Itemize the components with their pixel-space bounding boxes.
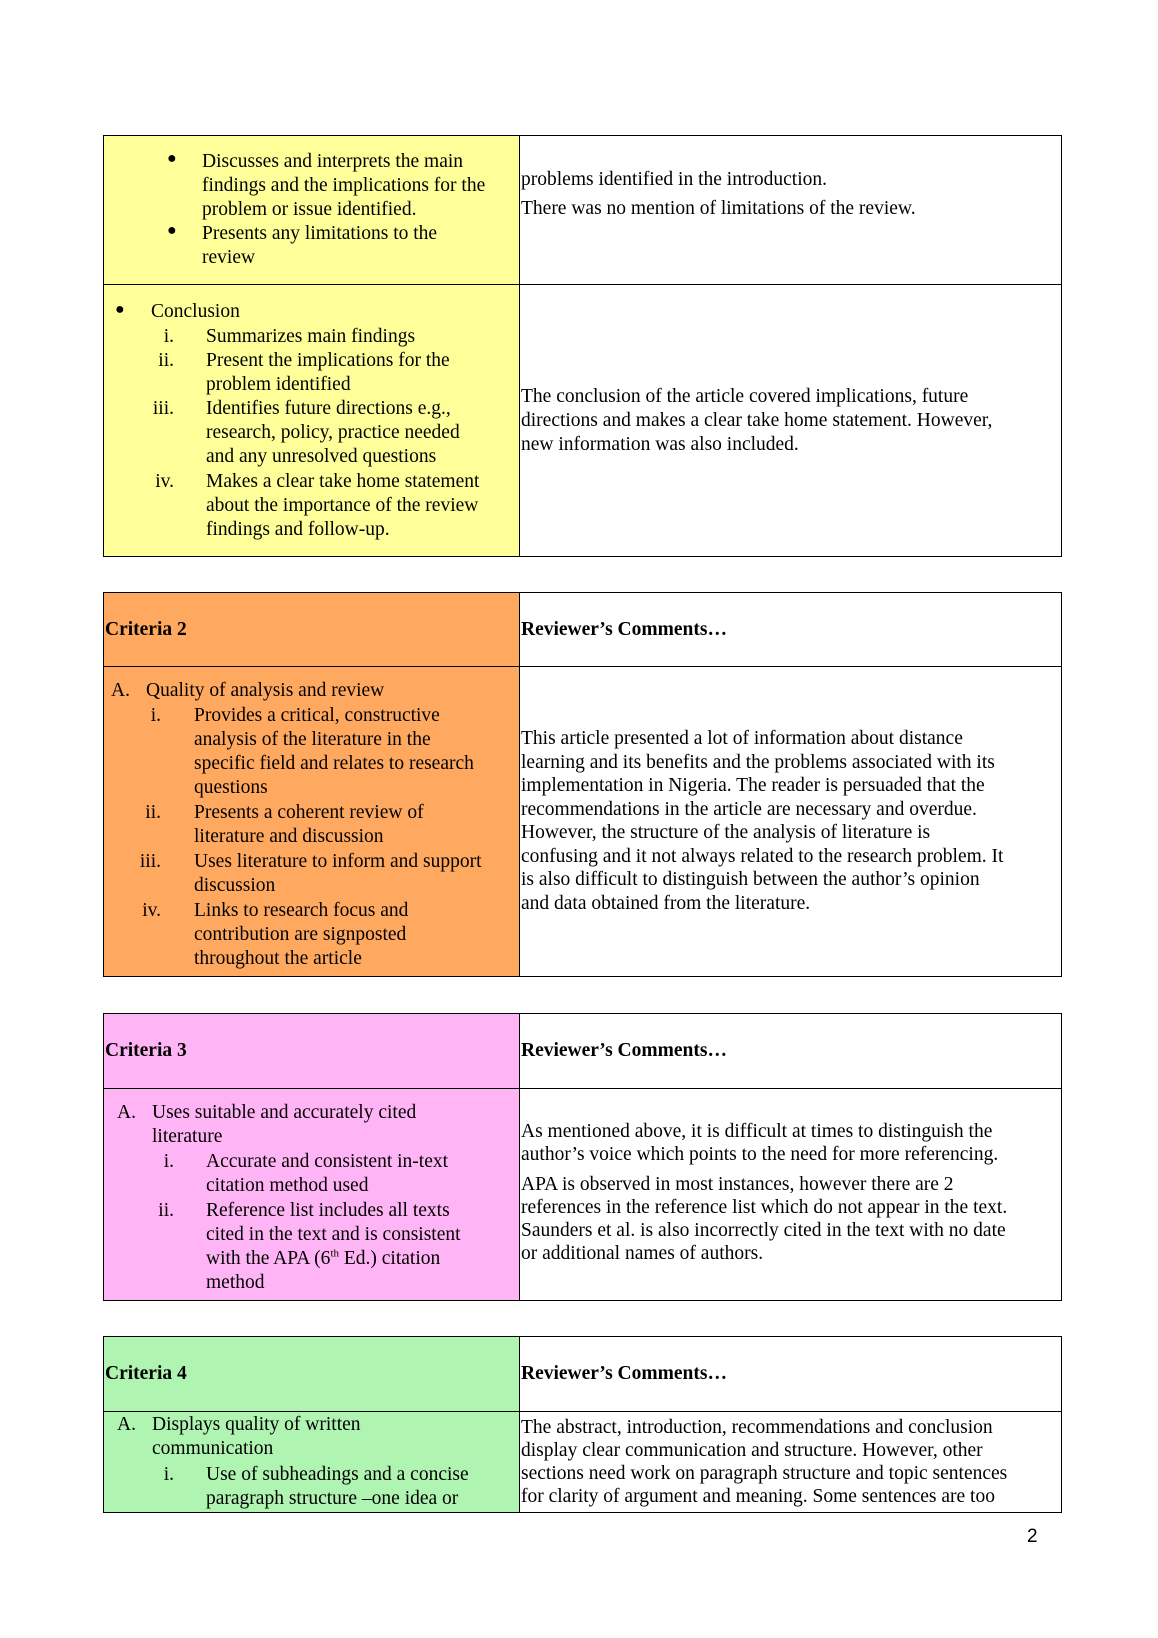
text-line: However, the structure of the analysis of literature is (521, 822, 931, 843)
criteria-header-row (104, 1014, 1061, 1088)
criteria-body-row (104, 666, 1061, 976)
text-line: questions (194, 777, 268, 798)
criteria-title-cell (104, 1014, 520, 1088)
list-marker: i. (163, 326, 174, 347)
list-marker: ii. (158, 350, 174, 371)
comment-paragraph (521, 1173, 1059, 1265)
text-line: specific field and relates to research (194, 753, 474, 774)
text-line: This article presented a lot of information about distance (521, 728, 963, 749)
criteria-items-cell (104, 667, 520, 976)
discussion-row (104, 136, 1061, 284)
text-line: Reference list includes all texts (206, 1200, 450, 1221)
text-line: findings and the implications for the (202, 175, 486, 196)
list-marker: i. (163, 1151, 174, 1172)
text-line: display clear communication and structure. However, other (521, 1440, 983, 1461)
bullet-icon: ● (167, 222, 177, 239)
text-line: citation method used (206, 1175, 369, 1196)
section-marker: A. (111, 680, 130, 701)
comment-text (521, 385, 1059, 457)
bullet-text (202, 222, 437, 270)
section-title (152, 1101, 416, 1149)
superscript: th (330, 1247, 339, 1260)
bullet-text (202, 150, 485, 222)
text-line: confusing and it not always related to the research problem. It (521, 845, 1004, 867)
criteria-header-row (104, 1337, 1061, 1411)
text-line: is also difficult to distinguish between the author’s opinion (521, 869, 980, 890)
list-marker: iii. (152, 398, 174, 419)
criteria-items-cell (104, 1089, 520, 1300)
text-line: recommendations in the article are necessary and overdue. (521, 798, 977, 820)
text-line: Present the implications for the (206, 350, 450, 371)
text-span: Ed.) citation (339, 1248, 441, 1269)
section-marker: A. (117, 1414, 136, 1435)
criteria-title: Criteria 4 (105, 1363, 187, 1384)
list-item (194, 704, 474, 800)
list-item (194, 850, 482, 898)
text-line: method (206, 1272, 265, 1293)
text-line: implementation in Nigeria. The reader is persuaded that the (521, 775, 985, 796)
text-line: review (202, 247, 256, 268)
text-line: research, policy, practice needed (206, 422, 460, 443)
criteria-title-cell (104, 593, 520, 666)
text-line: directions and makes a clear take home statement. However, (521, 410, 993, 431)
text-line: analysis of the literature in the (194, 729, 431, 750)
text-line: Identifies future directions e.g., (206, 398, 451, 419)
text-line: communication (152, 1438, 274, 1459)
comment-line: There was no mention of limitations of the review. (521, 198, 916, 219)
text-line: paragraph structure –one idea or (206, 1488, 459, 1509)
list-item (206, 470, 479, 542)
text-line: The abstract, introduction, recommendations and conclusion (521, 1417, 993, 1438)
text-line: author’s voice which points to the need for more referencing. (521, 1144, 999, 1165)
text-line: new information was also included. (521, 434, 799, 455)
text-line: Uses suitable and accurately cited (152, 1102, 417, 1123)
text-line: Displays quality of written (152, 1414, 361, 1435)
text-line: The conclusion of the article covered implications, future (521, 386, 969, 407)
bullet-icon: ● (167, 150, 177, 167)
list-item (206, 325, 415, 349)
list-marker: i. (150, 705, 161, 726)
list-item (206, 1199, 461, 1295)
conclusion-comment-cell (520, 285, 1061, 556)
reviewer-comment-cell (520, 667, 1061, 976)
criteria-title: Criteria 2 (105, 619, 187, 640)
criteria-body-row (104, 1088, 1061, 1300)
text-line: Uses literature to inform and support (194, 851, 482, 872)
text-line: for clarity of argument and meaning. Some sentences are too (521, 1486, 995, 1507)
text-line: cited in the text and is consistent (206, 1224, 461, 1245)
conclusion-heading: Conclusion (151, 301, 240, 322)
list-item (206, 1463, 469, 1511)
list-item (206, 349, 450, 397)
conclusion-criteria-cell (104, 285, 520, 556)
text-line (206, 1247, 461, 1271)
criteria-3-table (103, 1013, 1062, 1301)
text-line: Presents any limitations to the (202, 223, 438, 244)
text-span: with the APA (6 (206, 1248, 331, 1269)
conclusion-table (103, 135, 1062, 557)
text-line: discussion (194, 875, 276, 896)
list-marker: iv. (142, 900, 161, 921)
comments-label: Reviewer’s Comments… (521, 1363, 727, 1384)
criteria-2-table (103, 592, 1062, 977)
section-title: Quality of analysis and review (146, 680, 385, 701)
text-line: Accurate and consistent in-text (206, 1151, 449, 1172)
discussion-criteria-cell (104, 136, 520, 284)
reviewer-comment-cell (520, 1089, 1061, 1300)
list-marker: i. (163, 1464, 174, 1485)
criteria-title: Criteria 3 (105, 1040, 187, 1061)
comments-header-cell (520, 593, 1061, 666)
text-line: problem identified (206, 374, 351, 395)
text-line: findings and follow-up. (206, 519, 390, 540)
comment-line: problems identified in the introduction. (521, 169, 827, 190)
text-line: literature (152, 1126, 223, 1147)
criteria-items-cell (104, 1412, 520, 1512)
comments-label: Reviewer’s Comments… (521, 619, 727, 640)
criteria-4-table (103, 1336, 1062, 1513)
text-line: Makes a clear take home statement (206, 471, 480, 492)
text-line: Use of subheadings and a concise (206, 1464, 469, 1485)
text-line: contribution are signposted (194, 924, 407, 945)
text-line: Links to research focus and (194, 900, 409, 921)
text-line: sections need work on paragraph structure and topic sentences (521, 1463, 1008, 1484)
bullet-icon: ● (115, 301, 125, 318)
list-item (206, 1150, 448, 1198)
criteria-header-row (104, 593, 1061, 666)
conclusion-row (104, 284, 1061, 556)
text-line: throughout the article (194, 948, 362, 969)
text-line: and any unresolved questions (206, 446, 437, 467)
comment-text (521, 1416, 1059, 1508)
criteria-body-row (104, 1411, 1061, 1512)
text-line: Summarizes main findings (206, 326, 416, 347)
text-line: Discusses and interprets the main (202, 151, 464, 172)
text-line: or additional names of authors. (521, 1243, 764, 1264)
text-line: literature and discussion (194, 826, 384, 847)
text-line: problem or issue identified. (202, 199, 417, 220)
page-number: 2 (1027, 1526, 1038, 1547)
list-item (194, 899, 408, 971)
text-line: Provides a critical, constructive (194, 705, 440, 726)
comment-text (521, 727, 1059, 915)
reviewer-comment-cell (520, 1412, 1061, 1512)
section-marker: A. (117, 1102, 136, 1123)
list-item (206, 397, 460, 469)
text-line: As mentioned above, it is difficult at times to distinguish the (521, 1121, 993, 1142)
text-line: and data obtained from the literature. (521, 892, 811, 914)
list-marker: ii. (145, 802, 161, 823)
list-item (194, 801, 424, 849)
text-line: about the importance of the review (206, 495, 479, 516)
text-line: references in the reference list which do not appear in the text. (521, 1197, 1008, 1218)
list-marker: iv. (155, 471, 174, 492)
comments-header-cell (520, 1337, 1061, 1411)
list-marker: iii. (139, 851, 161, 872)
section-title (152, 1413, 361, 1461)
comments-label: Reviewer’s Comments… (521, 1040, 727, 1061)
list-marker: ii. (158, 1200, 174, 1221)
text-line: Saunders et al. is also incorrectly cited in the text with no date (521, 1220, 1006, 1241)
comments-header-cell (520, 1014, 1061, 1088)
text-line: APA is observed in most instances, however there are 2 (521, 1174, 954, 1195)
text-line: Presents a coherent review of (194, 802, 424, 823)
text-line: learning and its benefits and the problems associated with its (521, 751, 995, 773)
discussion-comment-cell (520, 136, 1061, 284)
comment-paragraph (521, 1120, 1059, 1166)
criteria-title-cell (104, 1337, 520, 1411)
